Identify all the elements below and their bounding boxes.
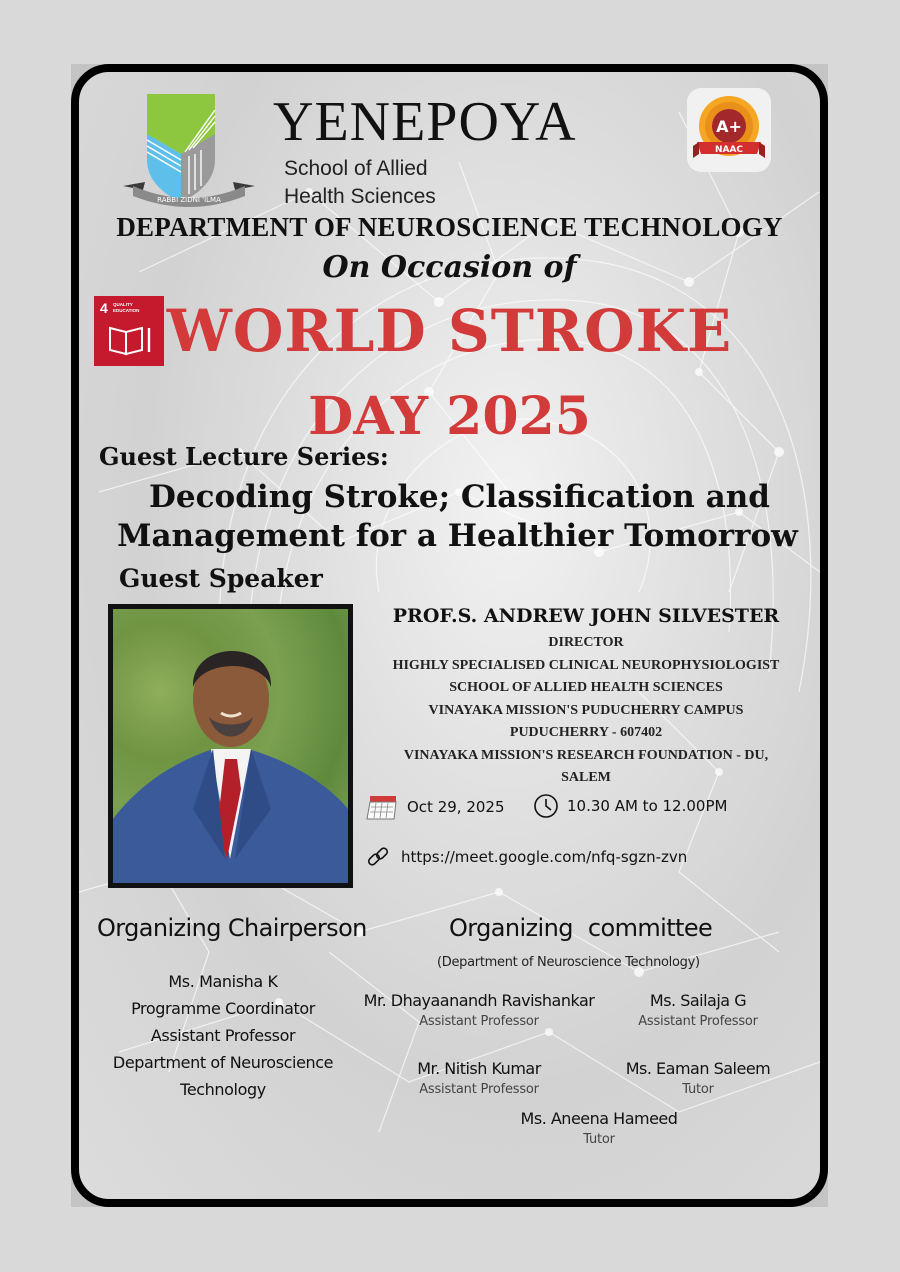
poster [71, 64, 828, 1207]
committee-heading: Organizing committee [449, 914, 713, 942]
member-role: Assistant Professor [638, 1014, 758, 1029]
member-role: Assistant Professor [419, 1014, 539, 1029]
institution-name: YENEPOYA [273, 91, 577, 153]
committee-member [613, 990, 783, 1032]
event-date [365, 793, 505, 821]
member-name: Mr. Nitish Kumar [417, 1059, 541, 1078]
committee-subheading: (Department of Neuroscience Technology) [437, 955, 700, 970]
series-label: Guest Lecture Series: [99, 442, 389, 471]
school-name-line2: Health Sciences [284, 185, 436, 208]
speaker-detail-line: DIRECTOR [548, 635, 624, 650]
speaker-detail-line: SALEM [561, 770, 611, 785]
speaker-name: PROF.S. ANDREW JOHN SILVESTER [392, 605, 780, 627]
speaker-portrait [113, 609, 348, 883]
svg-text:A+: A+ [716, 117, 742, 136]
member-role: Tutor [583, 1132, 615, 1147]
poster-frame [71, 64, 828, 1207]
sdg-label-line2: EDUCATION [113, 307, 140, 313]
member-name: Ms. Sailaja G [649, 991, 747, 1010]
naac-badge [687, 88, 771, 172]
event-time-text: 10.30 AM to 12.00PM [567, 797, 728, 815]
committee-member [379, 1058, 579, 1100]
yenepoya-logo-icon [119, 90, 259, 210]
chairperson-details [93, 968, 353, 1103]
chairperson-role: Programme Coordinator [131, 999, 315, 1018]
speaker-detail-line: VINAYAKA MISSION'S PUDUCHERRY CAMPUS [428, 702, 744, 718]
guest-speaker-heading: Guest Speaker [119, 564, 323, 593]
speaker-detail-line: VINAYAKA MISSION'S RESEARCH FOUNDATION - DU, [403, 747, 769, 763]
chairperson-name: Ms. Manisha K [168, 972, 278, 991]
school-name [284, 155, 436, 211]
speaker-detail-line: HIGHLY SPECIALISED CLINICAL NEUROPHYSIOLOGIST [392, 657, 780, 673]
school-name-line1: School of Allied [284, 157, 428, 180]
chairperson-heading: Organizing Chairperson [97, 914, 367, 942]
event-date-text: Oct 29, 2025 [407, 798, 505, 816]
event-time [533, 793, 727, 819]
committee-member [603, 1058, 793, 1100]
member-name: Ms. Aneena Hameed [520, 1109, 678, 1128]
committee-member [351, 990, 607, 1032]
link-icon [365, 844, 391, 870]
member-name: Ms. Eaman Saleem [625, 1059, 771, 1078]
naac-seal-icon [687, 88, 771, 172]
member-name: Mr. Dhayaanandh Ravishankar [363, 991, 595, 1010]
sdg-number: 4 [100, 300, 108, 316]
event-title-line1: WORLD STROKE [166, 297, 733, 365]
member-role: Tutor [682, 1082, 714, 1097]
meeting-link-url[interactable]: https://meet.google.com/nfq-sgzn-zvn [401, 848, 688, 866]
committee-member [489, 1108, 709, 1150]
speaker-details [351, 600, 821, 790]
chairperson-department: Department of Neuroscience [112, 1053, 334, 1072]
meeting-link[interactable] [365, 844, 687, 870]
chairperson-department-cont: Technology [180, 1080, 266, 1099]
lecture-topic-line2: Management for a Healthier Tomorrow [117, 518, 798, 554]
member-role: Assistant Professor [419, 1082, 539, 1097]
svg-text:NAAC: NAAC [714, 145, 744, 155]
sdg-label-line1: QUALITY [113, 302, 133, 307]
chairperson-designation: Assistant Professor [150, 1026, 296, 1045]
clock-icon [533, 793, 559, 819]
speaker-detail-line: SCHOOL OF ALLIED HEALTH SCIENCES [449, 680, 723, 695]
speaker-photo [108, 604, 353, 888]
occasion-text: On Occasion of [322, 250, 577, 285]
speaker-detail-line: PUDUCHERRY - 607402 [509, 725, 663, 740]
calendar-icon [365, 793, 399, 821]
svg-text:RABBI ZIDNI 'ILMA: RABBI ZIDNI 'ILMA [157, 196, 221, 204]
event-title-line2: DAY 2025 [308, 386, 591, 447]
lecture-topic-line1: Decoding Stroke; Classification and [149, 479, 770, 515]
department-title: DEPARTMENT OF NEUROSCIENCE TECHNOLOGY [116, 212, 783, 242]
